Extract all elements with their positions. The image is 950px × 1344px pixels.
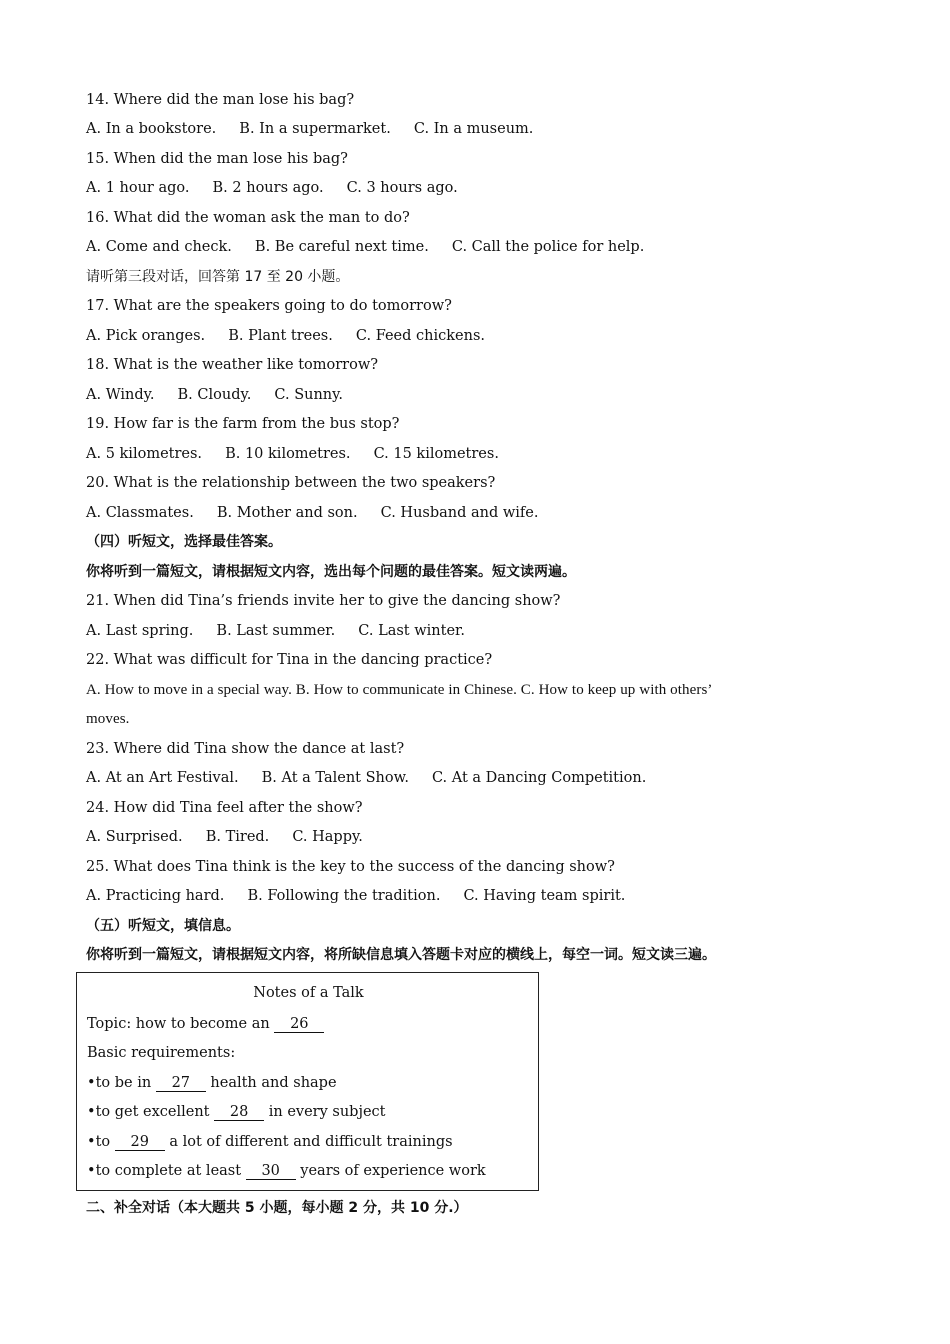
- bullet-icon: •: [87, 1104, 96, 1120]
- question-21: 21. When did Tina’s friends invite her to give the dancing show?: [86, 593, 561, 609]
- question-22-options-continued: moves.: [86, 711, 130, 727]
- notes-requirement-3: [87, 1133, 453, 1151]
- question-21-options: A. Last spring. B. Last summer. C. Last winter.: [86, 623, 465, 639]
- question-19-options: A. 5 kilometres. B. 10 kilometres. C. 15 kilometres.: [86, 446, 499, 462]
- requirement-4-start: to complete at least: [95, 1163, 246, 1179]
- part-5-instruction: 你将听到一篇短文，请根据短文内容，将所缺信息填入答题卡对应的横线上，每空一词。短文读三遍。: [86, 947, 716, 963]
- question-17: 17. What are the speakers going to do tomorrow?: [86, 298, 452, 314]
- bullet-icon: •: [87, 1075, 96, 1091]
- notes-topic-text: Topic: how to become an: [87, 1016, 275, 1032]
- notes-requirement-1: [87, 1074, 337, 1092]
- requirement-1-end: health and shape: [205, 1075, 337, 1091]
- requirement-3-end: a lot of different and difficult trainings: [164, 1134, 453, 1150]
- part-5-title: （五）听短文，填信息。: [86, 918, 240, 934]
- notes-box: [76, 972, 539, 1191]
- blank-28: 28: [214, 1104, 264, 1121]
- bullet-icon: •: [87, 1134, 96, 1150]
- notes-title: Notes of a Talk: [253, 985, 364, 1001]
- question-25: 25. What does Tina think is the key to the success of the dancing show?: [86, 859, 615, 875]
- requirement-4-end: years of experience work: [295, 1163, 486, 1179]
- blank-30: 30: [246, 1163, 296, 1180]
- question-18: 18. What is the weather like tomorrow?: [86, 357, 379, 373]
- question-25-options: A. Practicing hard. B. Following the tradition. C. Having team spirit.: [86, 888, 626, 904]
- blank-26: 26: [274, 1016, 324, 1033]
- requirement-1-start: to be in: [95, 1075, 156, 1091]
- question-15-options: A. 1 hour ago. B. 2 hours ago. C. 3 hours ago.: [86, 180, 458, 196]
- notes-requirement-2: [87, 1103, 386, 1121]
- part-4-title: （四）听短文，选择最佳答案。: [86, 534, 282, 550]
- notes-requirement-4: [87, 1162, 486, 1180]
- section-2-title: 二、补全对话（本大题共 5 小题，每小题 2 分，共 10 分.）: [86, 1200, 468, 1216]
- blank-27: 27: [156, 1075, 206, 1092]
- question-16: 16. What did the woman ask the man to do?: [86, 210, 410, 226]
- requirement-2-end: in every subject: [264, 1104, 386, 1120]
- requirement-2-start: to get excellent: [95, 1104, 215, 1120]
- question-15: 15. When did the man lose his bag?: [86, 151, 348, 167]
- section-3-instruction: 请听第三段对话，回答第 17 至 20 小题。: [86, 269, 350, 285]
- question-23-options: A. At an Art Festival. B. At a Talent Show. C. At a Dancing Competition.: [86, 770, 647, 786]
- question-14: 14. Where did the man lose his bag?: [86, 92, 355, 108]
- question-20-options: A. Classmates. B. Mother and son. C. Husband and wife.: [86, 505, 539, 521]
- notes-topic: [87, 1015, 324, 1033]
- part-4-instruction: 你将听到一篇短文，请根据短文内容，选出每个问题的最佳答案。短文读两遍。: [86, 564, 576, 580]
- question-23: 23. Where did Tina show the dance at last?: [86, 741, 405, 757]
- question-14-options: A. In a bookstore. B. In a supermarket. C. In a museum.: [86, 121, 534, 137]
- question-16-options: A. Come and check. B. Be careful next time. C. Call the police for help.: [86, 239, 645, 255]
- blank-29: 29: [115, 1134, 165, 1151]
- question-24-options: A. Surprised. B. Tired. C. Happy.: [86, 829, 363, 845]
- question-22: 22. What was difficult for Tina in the dancing practice?: [86, 652, 493, 668]
- notes-basic-requirements: Basic requirements:: [87, 1045, 236, 1061]
- requirement-3-start: to: [95, 1134, 115, 1150]
- question-17-options: A. Pick oranges. B. Plant trees. C. Feed chickens.: [86, 328, 485, 344]
- question-20: 20. What is the relationship between the two speakers?: [86, 475, 496, 491]
- question-24: 24. How did Tina feel after the show?: [86, 800, 363, 816]
- question-18-options: A. Windy. B. Cloudy. C. Sunny.: [86, 387, 344, 403]
- bullet-icon: •: [87, 1163, 96, 1179]
- question-19: 19. How far is the farm from the bus stop?: [86, 416, 400, 432]
- question-22-options: A. How to move in a special way. B. How to communicate in Chinese. C. How to keep up with others’: [86, 682, 713, 698]
